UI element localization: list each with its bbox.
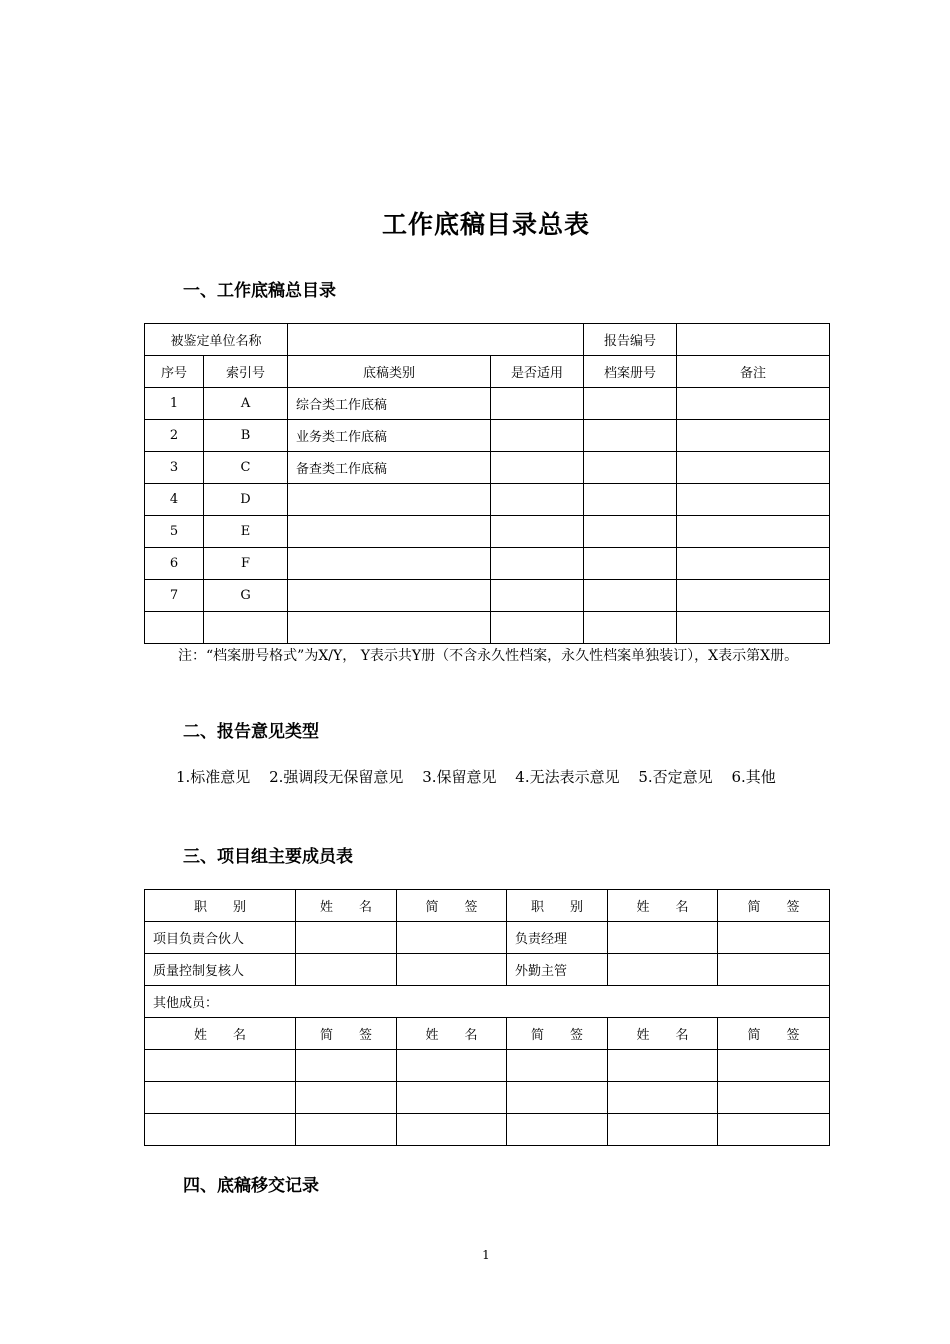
table-cell	[608, 1050, 718, 1082]
table-cell	[718, 954, 830, 986]
column-header: 姓 名	[145, 1018, 296, 1050]
table-cell	[296, 954, 397, 986]
table-cell: F	[204, 548, 288, 580]
opinion-option: 1.标准意见	[176, 768, 251, 786]
table-row	[145, 420, 830, 452]
section-heading-team-members: 三、项目组主要成员表	[183, 847, 353, 867]
table-cell	[491, 420, 584, 452]
table-row-other-members	[145, 986, 830, 1018]
column-header: 简 签	[718, 890, 830, 922]
column-header: 姓 名	[608, 1018, 718, 1050]
table-row	[145, 1050, 830, 1082]
opinion-option: 3.保留意见	[422, 768, 497, 786]
table-cell: 5	[145, 516, 204, 548]
column-header: 职 别	[145, 890, 296, 922]
table-cell: 综合类工作底稿	[288, 388, 491, 420]
table-cell	[491, 516, 584, 548]
table-cell: 备查类工作底稿	[288, 452, 491, 484]
unit-name-value	[288, 324, 584, 356]
opinion-options	[144, 764, 834, 790]
table-cell: 业务类工作底稿	[288, 420, 491, 452]
opinion-option: 4.无法表示意见	[515, 768, 620, 786]
table-cell	[507, 1114, 608, 1146]
table-cell: D	[204, 484, 288, 516]
table-row	[145, 922, 830, 954]
table-cell	[288, 484, 491, 516]
table-cell	[507, 1050, 608, 1082]
table-cell	[288, 612, 491, 644]
role-cell: 质量控制复核人	[145, 954, 296, 986]
table-cell	[584, 452, 677, 484]
table-row	[145, 548, 830, 580]
table-cell: G	[204, 580, 288, 612]
role-cell: 负责经理	[507, 922, 608, 954]
catalog-table	[144, 323, 830, 644]
table-row	[145, 612, 830, 644]
table-row-unit	[145, 324, 830, 356]
table-header-row	[145, 890, 830, 922]
table-cell	[608, 1082, 718, 1114]
table-header-row	[145, 1018, 830, 1050]
table-cell: 1	[145, 388, 204, 420]
table-cell	[718, 1114, 830, 1146]
column-header: 职 别	[507, 890, 608, 922]
table-row	[145, 1114, 830, 1146]
team-members-table	[144, 889, 830, 1146]
table-cell	[296, 1114, 397, 1146]
table-cell	[145, 612, 204, 644]
table-cell: B	[204, 420, 288, 452]
report-no-label: 报告编号	[584, 324, 677, 356]
column-header: 序号	[145, 356, 204, 388]
table-row	[145, 452, 830, 484]
table-cell	[491, 612, 584, 644]
role-cell: 项目负责合伙人	[145, 922, 296, 954]
table-cell: 7	[145, 580, 204, 612]
table-row	[145, 388, 830, 420]
section-heading-catalog: 一、工作底稿总目录	[183, 281, 336, 301]
column-header: 姓 名	[397, 1018, 507, 1050]
table-row	[145, 1082, 830, 1114]
column-header: 是否适用	[491, 356, 584, 388]
table-cell	[677, 516, 830, 548]
column-header: 姓 名	[296, 890, 397, 922]
table-cell	[397, 1050, 507, 1082]
other-members-label: 其他成员：	[145, 986, 830, 1018]
table-cell	[145, 1082, 296, 1114]
column-header: 简 签	[397, 890, 507, 922]
table-cell	[718, 1082, 830, 1114]
table-cell: C	[204, 452, 288, 484]
table-cell	[677, 612, 830, 644]
column-header: 简 签	[507, 1018, 608, 1050]
table-row	[145, 954, 830, 986]
table-cell	[288, 580, 491, 612]
table-cell	[584, 612, 677, 644]
column-header: 姓 名	[608, 890, 718, 922]
section-heading-opinion-type: 二、报告意见类型	[183, 722, 319, 742]
table-row	[145, 516, 830, 548]
table-cell	[608, 954, 718, 986]
table-header-row	[145, 356, 830, 388]
role-cell: 外勤主管	[507, 954, 608, 986]
table-cell: 4	[145, 484, 204, 516]
table-cell	[584, 516, 677, 548]
document-title: 工作底稿目录总表	[381, 210, 590, 239]
opinion-option: 5.否定意见	[638, 768, 713, 786]
table-cell	[397, 922, 507, 954]
table-row	[145, 484, 830, 516]
table-cell	[584, 388, 677, 420]
table-cell: 3	[145, 452, 204, 484]
table-cell	[491, 548, 584, 580]
table-cell	[491, 580, 584, 612]
table-cell: A	[204, 388, 288, 420]
table-cell	[507, 1082, 608, 1114]
table-cell	[145, 1114, 296, 1146]
table-cell	[608, 1114, 718, 1146]
table-cell	[296, 1050, 397, 1082]
table-cell: E	[204, 516, 288, 548]
unit-name-label: 被鉴定单位名称	[145, 324, 288, 356]
column-header: 简 签	[296, 1018, 397, 1050]
opinion-option: 2.强调段无保留意见	[269, 768, 404, 786]
table-cell	[288, 548, 491, 580]
table-cell	[296, 922, 397, 954]
table-cell	[677, 388, 830, 420]
table-cell	[677, 420, 830, 452]
table-cell	[677, 580, 830, 612]
column-header: 底稿类别	[288, 356, 491, 388]
table-cell	[677, 452, 830, 484]
table-cell	[584, 548, 677, 580]
table-cell	[296, 1082, 397, 1114]
column-header: 档案册号	[584, 356, 677, 388]
table-cell	[718, 922, 830, 954]
table-cell	[397, 1114, 507, 1146]
column-header: 索引号	[204, 356, 288, 388]
report-no-value	[677, 324, 830, 356]
table-cell	[145, 1050, 296, 1082]
table-cell	[491, 388, 584, 420]
table-cell	[491, 484, 584, 516]
table-cell	[608, 922, 718, 954]
table-cell	[677, 548, 830, 580]
table-cell	[584, 580, 677, 612]
table-cell	[584, 484, 677, 516]
page-number: 1	[482, 1248, 490, 1262]
table-cell	[204, 612, 288, 644]
table-cell	[491, 452, 584, 484]
opinion-option: 6.其他	[731, 768, 776, 786]
table-cell	[584, 420, 677, 452]
table-cell	[288, 516, 491, 548]
column-header: 备注	[677, 356, 830, 388]
table-cell	[718, 1050, 830, 1082]
table-cell	[397, 954, 507, 986]
table-cell	[677, 484, 830, 516]
column-header: 简 签	[718, 1018, 830, 1050]
table-cell: 6	[145, 548, 204, 580]
table-cell	[397, 1082, 507, 1114]
section-heading-transfer-record: 四、底稿移交记录	[183, 1176, 319, 1196]
table-cell: 2	[145, 420, 204, 452]
catalog-note: 注：“档案册号格式”为X/Y， Y表示共Y册（不含永久性档案，永久性档案单独装订），X表示第X册。	[178, 648, 799, 664]
table-row	[145, 580, 830, 612]
